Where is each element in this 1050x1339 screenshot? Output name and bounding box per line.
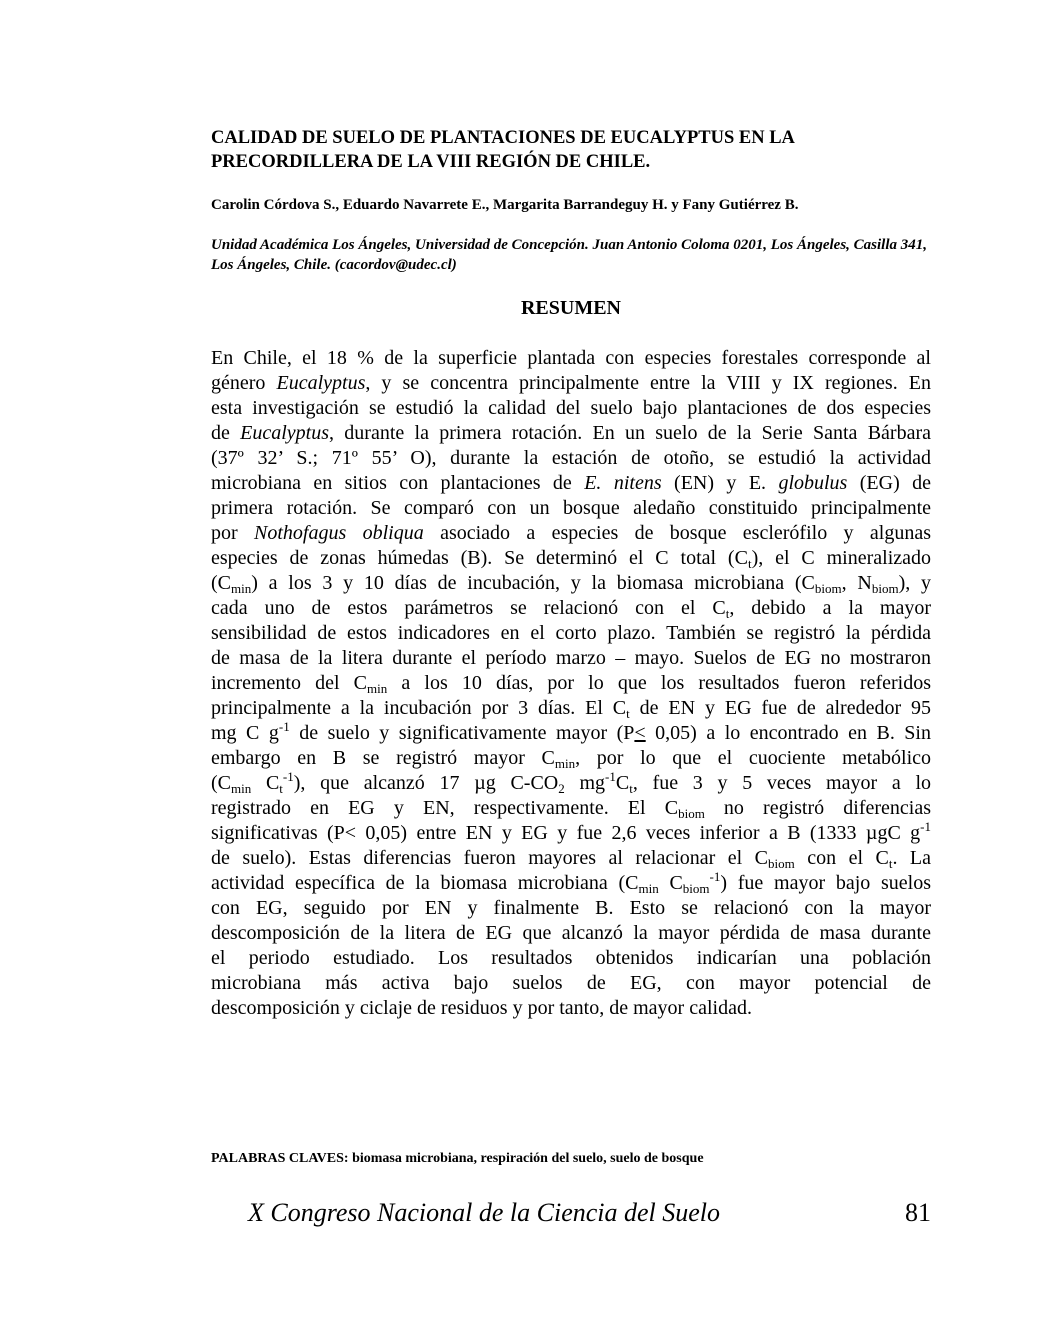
abstract-line: registrado en EG y EN, respectivamente. El $C_{biom}$ no registró diferencias: [211, 797, 931, 821]
abstract-line: de masa de la litera durante el período marzo – mayo. Suelos de EG no mostraron: [211, 647, 931, 669]
abstract-line: $(C_{min})$ a los 3 y 10 días de incubación, y la biomasa microbiana ($C_{biom}$, $N_{biom}$), y: [211, 572, 931, 596]
abstract-body: [211, 346, 931, 1021]
abstract-line: mg C $g^{-1}$ de suelo y significativamente mayor (P< 0,05) a lo encontrado en B. Sin: [211, 719, 931, 744]
abstract-line: embargo en B se registró mayor $C_{min}$, por lo que el cuociente metabólico: [211, 747, 931, 771]
abstract-line: descomposición de la litera de EG que alcanzó la mayor pérdida de masa durante: [211, 922, 931, 944]
abstract-line: por Nothofagus obliqua asociado a especies de bosque esclerófilo y algunas: [211, 522, 931, 544]
abstract-line: primera rotación. Se comparó con un bosque aledaño constituido principalmente: [211, 497, 931, 519]
abstract-line: incremento del $C_{min}$ a los 10 días, por lo que los resultados fueron referidos: [211, 672, 932, 696]
abstract-line: significativas (P< 0,05) entre EN y EG y fue 2,6 veces inferior a B (1333 µgC $g^{-1}$: [211, 819, 931, 844]
abstract-line: sensibilidad de estos indicadores en el corto plazo. También se registró la pérdida: [211, 622, 931, 644]
abstract-line: En Chile, el 18 % de la superficie plantada con especies forestales corresponde al: [211, 347, 931, 369]
paper-title: CALIDAD DE SUELO DE PLANTACIONES DE EUCALYPTUS EN LA PRECORDILLERA DE LA VIII REGIÓN DE CHILE.: [211, 128, 794, 172]
abstract-line: el periodo estudiado. Los resultados obtenidos indicarían una población: [211, 947, 931, 969]
author-list: Carolin Córdova S., Eduardo Navarrete E., Margarita Barrandeguy H. y Fany Gutiérrez B.: [211, 197, 799, 213]
affiliation: Unidad Académica Los Ángeles, Universidad de Concepción. Juan Antonio Coloma 0201, Los Ángeles, Casilla 341, Los Ángeles, Chile. (cacordov@udec.cl): [211, 237, 928, 273]
footer-page-number: 81: [905, 1198, 931, 1227]
abstract-line: especies de zonas húmedas (B). Se determinó el C total $(C_t)$, el C mineralizado: [211, 547, 932, 571]
abstract-line: de suelo). Estas diferencias fueron mayores al relacionar el $C_{biom}$ con el $C_t$. La: [211, 847, 931, 871]
abstract-line: género Eucalyptus, y se concentra principalmente entre la VIII y IX regiones. En: [211, 372, 931, 394]
abstract-line: de Eucalyptus, durante la primera rotación. En un suelo de la Serie Santa Bárbara: [211, 422, 931, 444]
keywords-line: PALABRAS CLAVES: biomasa microbiana, respiración del suelo, suelo de bosque: [211, 1151, 704, 1166]
abstract-line: microbiana más activa bajo suelos de EG, con mayor potencial de: [211, 972, 931, 994]
footer-conference-name: X Congreso Nacional de la Ciencia del Suelo: [248, 1198, 721, 1227]
abstract-line: actividad específica de la biomasa microbiana ($C_{min}$ $C_{biom}^{-1}$) fue mayor bajo suelos: [211, 869, 931, 896]
abstract-line: ($C_{min}$ $C_t^{-1}$), que alcanzó 17 µg $C-CO_2$ $mg^{-1}C_t$, fue 3 y 5 veces mayor a lo: [211, 769, 931, 796]
abstract-line: esta investigación se estudió la calidad del suelo bajo plantaciones de dos especies: [211, 397, 931, 419]
abstract-line: principalmente a la incubación por 3 días. El $C_t$ de EN y EG fue de alrededor 95: [211, 697, 931, 721]
abstract-line: con EG, seguido por EN y finalmente B. Esto se relacionó con la mayor: [211, 897, 931, 919]
abstract-line: microbiana en sitios con plantaciones de E. nitens (EN) y E. globulus (EG) de: [211, 472, 932, 494]
abstract-line: cada uno de estos parámetros se relacionó con el $C_t$, debido a la mayor: [211, 597, 931, 621]
abstract-line: descomposición y ciclaje de residuos y por tanto, de mayor calidad.: [211, 997, 752, 1019]
abstract-line: (37º 32’ S.; 71º 55’ O), durante la estación de otoño, se estudió la actividad: [211, 447, 931, 469]
section-heading-resumen: RESUMEN: [520, 297, 621, 319]
